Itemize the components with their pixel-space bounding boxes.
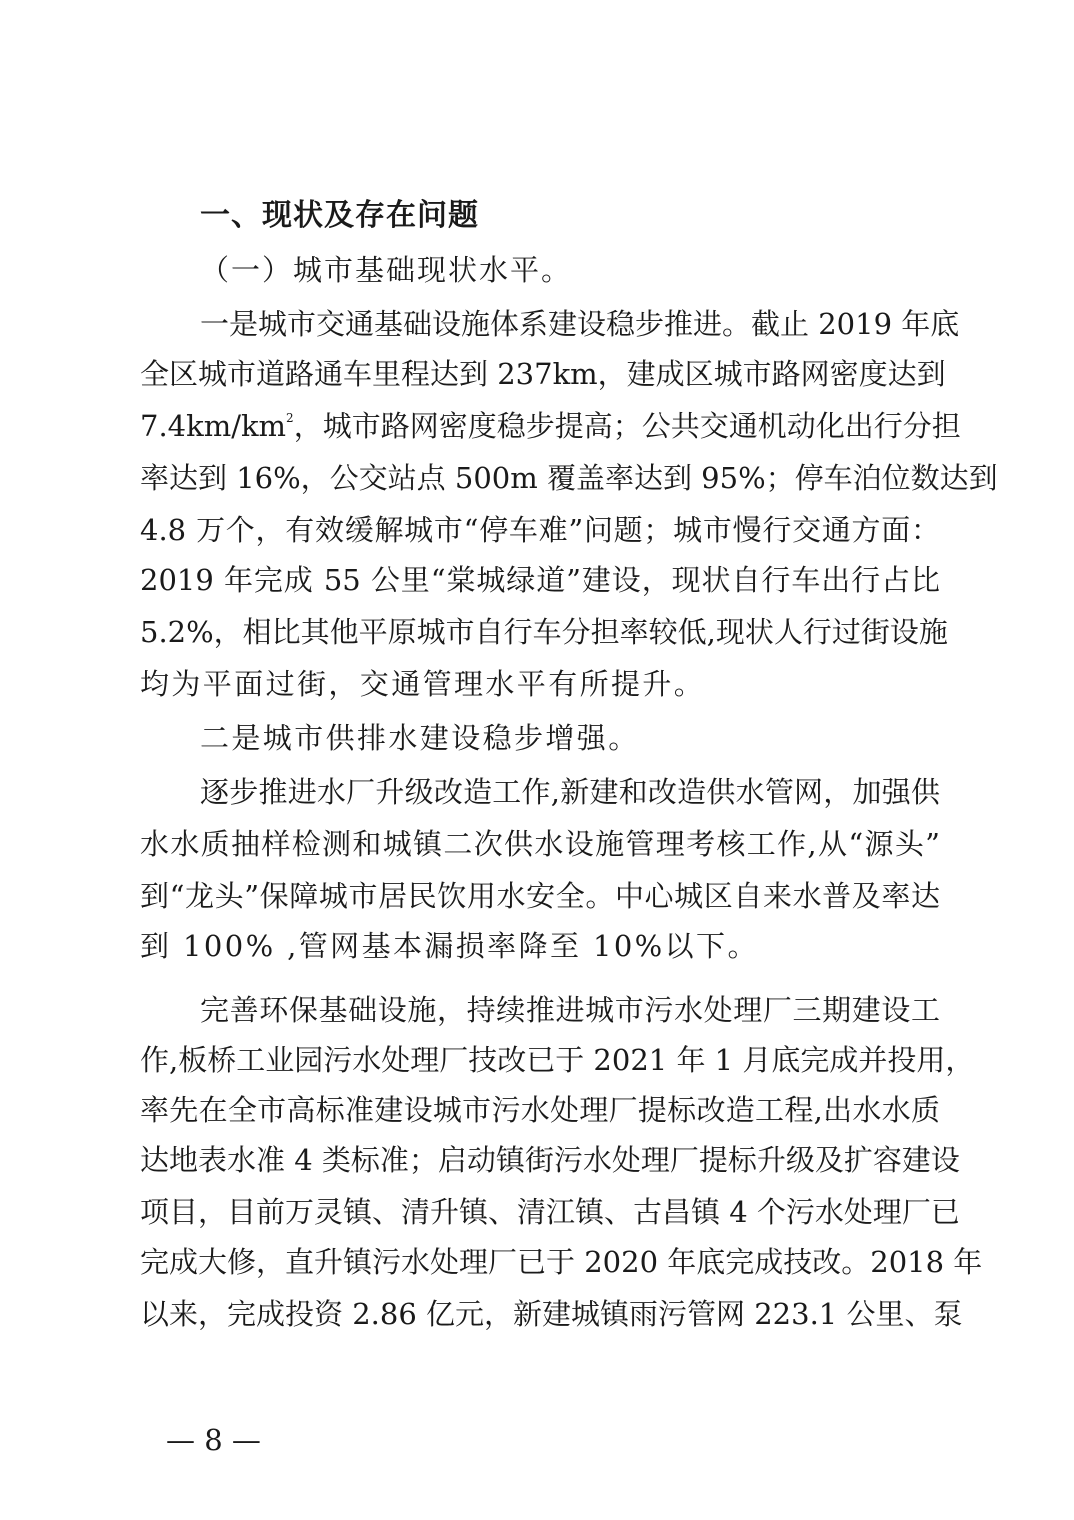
paragraph-line: 完成大修，直升镇污水处理厂已于 2020 年底完成技改。2018 年 xyxy=(140,1245,983,1279)
paragraph-line-with-superscript xyxy=(140,402,961,450)
paragraph-line: 水水质抽样检测和城镇二次供水设施管理考核工作,从“源头” xyxy=(140,827,940,861)
paragraph-line: 完善环保基础设施，持续推进城市污水处理厂三期建设工 xyxy=(200,993,940,1027)
density-unit: 7.4km/km xyxy=(140,409,287,443)
paragraph-line: 全区城市道路通车里程达到 237km，建成区城市路网密度达到 xyxy=(140,357,946,391)
paragraph-line: 二是城市供排水建设稳步增强。 xyxy=(200,721,640,755)
paragraph-line: 达地表水准 4 类标准；启动镇街污水处理厂提标升级及扩容建设 xyxy=(140,1143,960,1177)
paragraph-line: 一是城市交通基础设施体系建设稳步推进。截止 2019 年底 xyxy=(200,307,960,341)
subsection-heading: （一）城市基础现状水平。 xyxy=(200,253,573,287)
paragraph-line: 率达到 16%，公交站点 500m 覆盖率达到 95%；停车泊位数达到 xyxy=(140,461,998,495)
density-text: ，城市路网密度稳步提高；公共交通机动化出行分担 xyxy=(293,409,961,443)
section-heading: 一、现状及存在问题 xyxy=(200,198,479,233)
paragraph-line: 作,板桥工业园污水处理厂技改已于 2021 年 1 月底完成并投用， xyxy=(140,1043,975,1077)
page-number: — 8 — xyxy=(166,1423,261,1457)
paragraph-line: 逐步推进水厂升级改造工作,新建和改造供水管网，加强供 xyxy=(200,775,940,809)
paragraph-line: 到“龙头”保障城市居民饮用水安全。中心城区自来水普及率达 xyxy=(140,879,940,913)
paragraph-line: 项目，目前万灵镇、清升镇、清江镇、古昌镇 4 个污水处理厂已 xyxy=(140,1195,960,1229)
paragraph-line: 5.2%，相比其他平原城市自行车分担率较低,现状人行过街设施 xyxy=(140,615,948,649)
paragraph-line: 到 100% ,管网基本漏损率降至 10%以下。 xyxy=(140,929,759,963)
paragraph-line: 4.8 万个，有效缓解城市“停车难”问题；城市慢行交通方面： xyxy=(140,513,940,547)
superscript: 2 xyxy=(286,411,294,425)
paragraph-line: 以来，完成投资 2.86 亿元，新建城镇雨污管网 223.1 公里、泵 xyxy=(140,1297,963,1331)
paragraph-line: 2019 年完成 55 公里“棠城绿道”建设，现状自行车出行占比 xyxy=(140,563,940,597)
paragraph-line: 均为平面过街，交通管理水平有所提升。 xyxy=(140,667,706,701)
paragraph-line: 率先在全市高标准建设城市污水处理厂提标改造工程,出水水质 xyxy=(140,1093,940,1127)
